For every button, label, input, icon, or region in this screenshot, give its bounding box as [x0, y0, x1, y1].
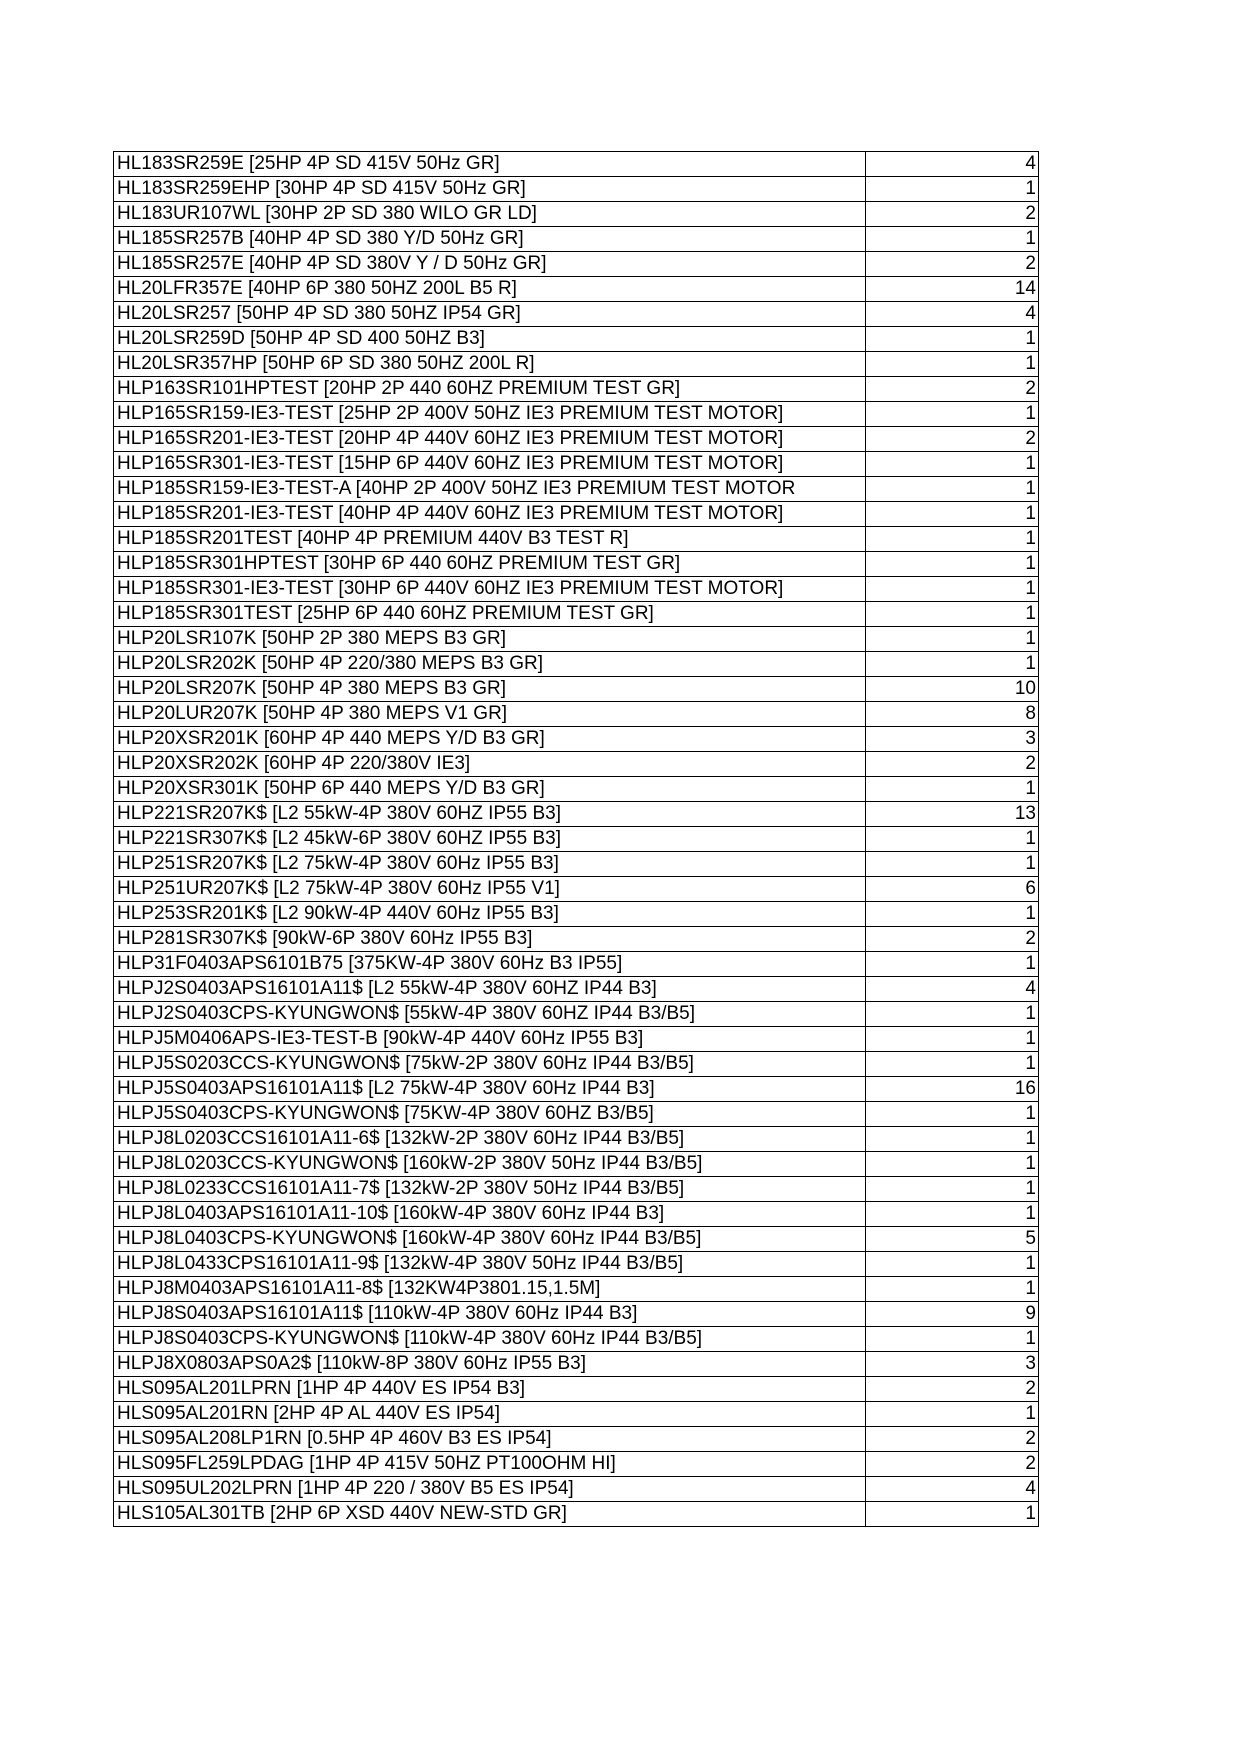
item-description-cell: HLPJ8L0403APS16101A11-10$ [160kW-4P 380V 60Hz IP44 B3] — [114, 1202, 866, 1227]
item-description-cell: HL20LSR357HP [50HP 6P SD 380 50HZ 200L R] — [114, 352, 866, 377]
item-description-cell: HLP253SR201K$ [L2 90kW-4P 440V 60Hz IP55 B3] — [114, 902, 866, 927]
item-description-cell: HLS095AL201RN [2HP 4P AL 440V ES IP54] — [114, 1402, 866, 1427]
item-description-cell: HLP185SR301TEST [25HP 6P 440 60HZ PREMIUM TEST GR] — [114, 602, 866, 627]
item-description-cell: HLPJ2S0403CPS-KYUNGWON$ [55kW-4P 380V 60HZ IP44 B3/B5] — [114, 1002, 866, 1027]
quantity-cell: 4 — [866, 977, 1039, 1002]
table-row — [114, 477, 1039, 502]
item-description-cell: HL185SR257B [40HP 4P SD 380 Y/D 50Hz GR] — [114, 227, 866, 252]
table-row — [114, 1102, 1039, 1127]
quantity-cell: 2 — [866, 252, 1039, 277]
quantity-cell: 1 — [866, 627, 1039, 652]
quantity-cell: 1 — [866, 1327, 1039, 1352]
table-row — [114, 1127, 1039, 1152]
item-description-cell: HLP185SR301-IE3-TEST [30HP 6P 440V 60HZ IE3 PREMIUM TEST MOTOR] — [114, 577, 866, 602]
quantity-cell: 10 — [866, 677, 1039, 702]
quantity-cell: 2 — [866, 427, 1039, 452]
quantity-cell: 1 — [866, 827, 1039, 852]
table-row — [114, 1302, 1039, 1327]
item-description-cell: HL183SR259EHP [30HP 4P SD 415V 50Hz GR] — [114, 177, 866, 202]
table-row — [114, 1227, 1039, 1252]
quantity-cell: 2 — [866, 752, 1039, 777]
item-description-cell: HLP221SR207K$ [L2 55kW-4P 380V 60HZ IP55 B3] — [114, 802, 866, 827]
item-description-cell: HL183SR259E [25HP 4P SD 415V 50Hz GR] — [114, 152, 866, 177]
quantity-cell: 1 — [866, 1052, 1039, 1077]
item-description-cell: HLP221SR307K$ [L2 45kW-6P 380V 60HZ IP55 B3] — [114, 827, 866, 852]
table-row — [114, 177, 1039, 202]
table-row — [114, 302, 1039, 327]
item-description-cell: HLS095AL208LP1RN [0.5HP 4P 460V B3 ES IP54] — [114, 1427, 866, 1452]
table-row — [114, 277, 1039, 302]
item-description-cell: HLPJ8L0203CCS16101A11-6$ [132kW-2P 380V 60Hz IP44 B3/B5] — [114, 1127, 866, 1152]
table-row — [114, 977, 1039, 1002]
quantity-cell: 1 — [866, 852, 1039, 877]
quantity-cell: 1 — [866, 327, 1039, 352]
quantity-cell: 1 — [866, 1152, 1039, 1177]
table-row — [114, 202, 1039, 227]
table-row — [114, 727, 1039, 752]
quantity-cell: 4 — [866, 302, 1039, 327]
table-row — [114, 1402, 1039, 1427]
item-description-cell: HLP20LSR202K [50HP 4P 220/380 MEPS B3 GR] — [114, 652, 866, 677]
item-description-cell: HLPJ5S0403APS16101A11$ [L2 75kW-4P 380V 60Hz IP44 B3] — [114, 1077, 866, 1102]
item-description-cell: HLP20XSR202K [60HP 4P 220/380V IE3] — [114, 752, 866, 777]
quantity-cell: 8 — [866, 702, 1039, 727]
quantity-cell: 1 — [866, 402, 1039, 427]
item-description-cell: HLS095UL202LPRN [1HP 4P 220 / 380V B5 ES IP54] — [114, 1477, 866, 1502]
table-row — [114, 702, 1039, 727]
quantity-cell: 1 — [866, 952, 1039, 977]
table-row — [114, 1252, 1039, 1277]
table-row — [114, 1052, 1039, 1077]
item-description-cell: HL183UR107WL [30HP 2P SD 380 WILO GR LD] — [114, 202, 866, 227]
item-description-cell: HLP251SR207K$ [L2 75kW-4P 380V 60Hz IP55 B3] — [114, 852, 866, 877]
table-row — [114, 627, 1039, 652]
item-description-cell: HLP31F0403APS6101B75 [375KW-4P 380V 60Hz B3 IP55] — [114, 952, 866, 977]
table-row — [114, 552, 1039, 577]
table-row — [114, 402, 1039, 427]
table-row — [114, 677, 1039, 702]
quantity-cell: 4 — [866, 1477, 1039, 1502]
quantity-cell: 1 — [866, 1252, 1039, 1277]
item-description-cell: HLPJ5S0203CCS-KYUNGWON$ [75kW-2P 380V 60Hz IP44 B3/B5] — [114, 1052, 866, 1077]
item-description-cell: HLPJ8L0233CCS16101A11-7$ [132kW-2P 380V 50Hz IP44 B3/B5] — [114, 1177, 866, 1202]
item-description-cell: HLP185SR201TEST [40HP 4P PREMIUM 440V B3 TEST R] — [114, 527, 866, 552]
item-description-cell: HLP185SR301HPTEST [30HP 6P 440 60HZ PREMIUM TEST GR] — [114, 552, 866, 577]
table-row — [114, 1202, 1039, 1227]
quantity-cell: 1 — [866, 502, 1039, 527]
item-description-cell: HLP251UR207K$ [L2 75kW-4P 380V 60Hz IP55 V1] — [114, 877, 866, 902]
item-description-cell: HLP20XSR201K [60HP 4P 440 MEPS Y/D B3 GR] — [114, 727, 866, 752]
table-row — [114, 152, 1039, 177]
quantity-cell: 1 — [866, 177, 1039, 202]
table-row — [114, 802, 1039, 827]
table-row — [114, 1377, 1039, 1402]
quantity-cell: 2 — [866, 202, 1039, 227]
quantity-cell: 3 — [866, 727, 1039, 752]
table-row — [114, 927, 1039, 952]
item-description-cell: HLP281SR307K$ [90kW-6P 380V 60Hz IP55 B3] — [114, 927, 866, 952]
table-row — [114, 1077, 1039, 1102]
table-row — [114, 1177, 1039, 1202]
quantity-cell: 1 — [866, 1177, 1039, 1202]
item-description-cell: HLP165SR159-IE3-TEST [25HP 2P 400V 50HZ IE3 PREMIUM TEST MOTOR] — [114, 402, 866, 427]
item-description-cell: HLP20XSR301K [50HP 6P 440 MEPS Y/D B3 GR] — [114, 777, 866, 802]
table-row — [114, 1277, 1039, 1302]
quantity-cell: 1 — [866, 1402, 1039, 1427]
item-description-cell: HLPJ8L0403CPS-KYUNGWON$ [160kW-4P 380V 60Hz IP44 B3/B5] — [114, 1227, 866, 1252]
quantity-cell: 2 — [866, 1377, 1039, 1402]
quantity-cell: 1 — [866, 452, 1039, 477]
quantity-cell: 9 — [866, 1302, 1039, 1327]
item-description-cell: HLP165SR201-IE3-TEST [20HP 4P 440V 60HZ IE3 PREMIUM TEST MOTOR] — [114, 427, 866, 452]
quantity-cell: 2 — [866, 927, 1039, 952]
quantity-cell: 16 — [866, 1077, 1039, 1102]
item-description-cell: HLPJ8M0403APS16101A11-8$ [132KW4P3801.15,1.5M] — [114, 1277, 866, 1302]
table-row — [114, 577, 1039, 602]
table-row — [114, 377, 1039, 402]
quantity-cell: 2 — [866, 1452, 1039, 1477]
table-row — [114, 1327, 1039, 1352]
item-description-cell: HL20LSR259D [50HP 4P SD 400 50HZ B3] — [114, 327, 866, 352]
table-row — [114, 1427, 1039, 1452]
item-description-cell: HLP20LSR207K [50HP 4P 380 MEPS B3 GR] — [114, 677, 866, 702]
table-row — [114, 227, 1039, 252]
item-description-cell: HLS105AL301TB [2HP 6P XSD 440V NEW-STD GR] — [114, 1502, 866, 1527]
item-description-cell: HLP20LUR207K [50HP 4P 380 MEPS V1 GR] — [114, 702, 866, 727]
quantity-cell: 1 — [866, 902, 1039, 927]
quantity-cell: 6 — [866, 877, 1039, 902]
item-description-cell: HLPJ8S0403CPS-KYUNGWON$ [110kW-4P 380V 60Hz IP44 B3/B5] — [114, 1327, 866, 1352]
table-row — [114, 952, 1039, 977]
table-body — [114, 152, 1039, 1527]
quantity-cell: 2 — [866, 1427, 1039, 1452]
table-row — [114, 1502, 1039, 1527]
item-description-cell: HLPJ8L0433CPS16101A11-9$ [132kW-4P 380V 50Hz IP44 B3/B5] — [114, 1252, 866, 1277]
item-description-cell: HLP163SR101HPTEST [20HP 2P 440 60HZ PREMIUM TEST GR] — [114, 377, 866, 402]
item-description-cell: HLP185SR159-IE3-TEST-A [40HP 2P 400V 50HZ IE3 PREMIUM TEST MOTOR — [114, 477, 866, 502]
quantity-cell: 1 — [866, 1102, 1039, 1127]
item-description-cell: HLPJ2S0403APS16101A11$ [L2 55kW-4P 380V 60HZ IP44 B3] — [114, 977, 866, 1002]
item-description-cell: HLPJ5S0403CPS-KYUNGWON$ [75KW-4P 380V 60HZ B3/B5] — [114, 1102, 866, 1127]
quantity-cell: 1 — [866, 652, 1039, 677]
table-row — [114, 1477, 1039, 1502]
table-row — [114, 1452, 1039, 1477]
table-row — [114, 827, 1039, 852]
quantity-cell: 1 — [866, 477, 1039, 502]
quantity-cell: 1 — [866, 1027, 1039, 1052]
table-row — [114, 752, 1039, 777]
quantity-cell: 1 — [866, 552, 1039, 577]
quantity-cell: 1 — [866, 1202, 1039, 1227]
table-row — [114, 852, 1039, 877]
table-row — [114, 327, 1039, 352]
table-row — [114, 1152, 1039, 1177]
quantity-cell: 1 — [866, 602, 1039, 627]
table-row — [114, 602, 1039, 627]
table-row — [114, 1352, 1039, 1377]
table-row — [114, 652, 1039, 677]
item-description-cell: HLPJ8L0203CCS-KYUNGWON$ [160kW-2P 380V 50Hz IP44 B3/B5] — [114, 1152, 866, 1177]
item-description-cell: HLP165SR301-IE3-TEST [15HP 6P 440V 60HZ IE3 PREMIUM TEST MOTOR] — [114, 452, 866, 477]
item-description-cell: HLP185SR201-IE3-TEST [40HP 4P 440V 60HZ IE3 PREMIUM TEST MOTOR] — [114, 502, 866, 527]
table-row — [114, 352, 1039, 377]
motor-inventory-table — [113, 151, 1039, 1527]
item-description-cell: HLPJ8S0403APS16101A11$ [110kW-4P 380V 60Hz IP44 B3] — [114, 1302, 866, 1327]
quantity-cell: 1 — [866, 227, 1039, 252]
table-row — [114, 1002, 1039, 1027]
table-row — [114, 502, 1039, 527]
item-description-cell: HLPJ5M0406APS-IE3-TEST-B [90kW-4P 440V 60Hz IP55 B3] — [114, 1027, 866, 1052]
table-row — [114, 1027, 1039, 1052]
table-row — [114, 452, 1039, 477]
quantity-cell: 5 — [866, 1227, 1039, 1252]
quantity-cell: 4 — [866, 152, 1039, 177]
item-description-cell: HLP20LSR107K [50HP 2P 380 MEPS B3 GR] — [114, 627, 866, 652]
quantity-cell: 1 — [866, 527, 1039, 552]
item-description-cell: HLS095AL201LPRN [1HP 4P 440V ES IP54 B3] — [114, 1377, 866, 1402]
quantity-cell: 1 — [866, 1127, 1039, 1152]
item-description-cell: HL20LFR357E [40HP 6P 380 50HZ 200L B5 R] — [114, 277, 866, 302]
quantity-cell: 13 — [866, 802, 1039, 827]
quantity-cell: 1 — [866, 777, 1039, 802]
table-row — [114, 877, 1039, 902]
quantity-cell: 1 — [866, 1002, 1039, 1027]
table-row — [114, 252, 1039, 277]
quantity-cell: 1 — [866, 577, 1039, 602]
item-description-cell: HL20LSR257 [50HP 4P SD 380 50HZ IP54 GR] — [114, 302, 866, 327]
quantity-cell: 1 — [866, 352, 1039, 377]
table-row — [114, 777, 1039, 802]
table-row — [114, 902, 1039, 927]
item-description-cell: HLPJ8X0803APS0A2$ [110kW-8P 380V 60Hz IP55 B3] — [114, 1352, 866, 1377]
quantity-cell: 1 — [866, 1502, 1039, 1527]
item-description-cell: HLS095FL259LPDAG [1HP 4P 415V 50HZ PT100OHM HI] — [114, 1452, 866, 1477]
quantity-cell: 2 — [866, 377, 1039, 402]
quantity-cell: 1 — [866, 1277, 1039, 1302]
table-row — [114, 427, 1039, 452]
quantity-cell: 14 — [866, 277, 1039, 302]
quantity-cell: 3 — [866, 1352, 1039, 1377]
table-row — [114, 527, 1039, 552]
item-description-cell: HL185SR257E [40HP 4P SD 380V Y / D 50Hz GR] — [114, 252, 866, 277]
